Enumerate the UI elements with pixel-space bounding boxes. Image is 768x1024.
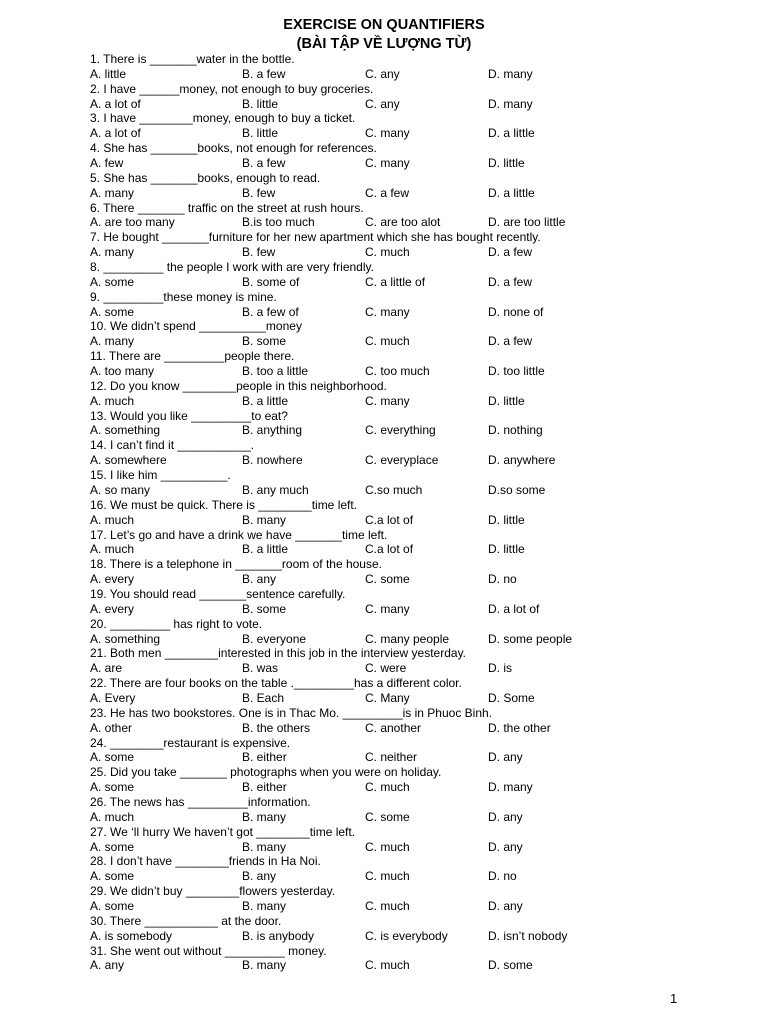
option-d: D. many xyxy=(488,780,533,795)
question-item xyxy=(90,438,760,468)
question-text: 8. _________ the people I work with are very friendly. xyxy=(90,260,374,275)
option-b: B. either xyxy=(242,750,287,765)
document-title: EXERCISE ON QUANTIFIERS xyxy=(283,17,485,33)
answer-options xyxy=(90,750,760,765)
question-item xyxy=(90,230,760,260)
option-c: C. any xyxy=(365,96,400,111)
answer-options xyxy=(90,67,760,82)
question-text: 23. He has two bookstores. One is in Thac Mo. _________is in Phuoc Binh. xyxy=(90,705,493,720)
answer-options xyxy=(90,423,760,438)
option-b: B. nowhere xyxy=(242,453,303,468)
option-c: C. many xyxy=(365,126,410,141)
option-b: B. some xyxy=(242,601,287,616)
question-text: 12. Do you know ________people in this neighborhood. xyxy=(90,378,387,393)
option-b: B. many xyxy=(242,958,287,973)
option-c: C. much xyxy=(365,958,410,973)
document-subtitle: (BÀI TẬP VỀ LƯỢNG TỪ) xyxy=(296,36,472,52)
option-a: A. something xyxy=(90,631,161,646)
option-a: A. much xyxy=(90,542,135,557)
answer-options xyxy=(90,275,760,290)
answer-options xyxy=(90,97,760,112)
question-item xyxy=(90,676,760,706)
option-c: C. much xyxy=(365,245,410,260)
option-b: B. many xyxy=(242,898,287,913)
question-item xyxy=(90,468,760,498)
option-c: C. many xyxy=(365,304,410,319)
question-item xyxy=(90,587,760,617)
question-item xyxy=(90,944,760,974)
answer-options xyxy=(90,691,760,706)
question-text: 30. There ___________ at the door. xyxy=(90,913,282,928)
option-c: C. many xyxy=(365,393,410,408)
option-b: B. few xyxy=(242,245,276,260)
option-a: A. some xyxy=(90,839,135,854)
question-text: 26. The news has _________information. xyxy=(90,794,311,809)
option-d: D. none of xyxy=(488,304,544,319)
option-b: B. any much xyxy=(242,482,309,497)
answer-options xyxy=(90,483,760,498)
option-b: B. a few xyxy=(242,156,286,171)
option-c: C. another xyxy=(365,720,422,735)
option-b: B. many xyxy=(242,512,287,527)
option-d: D. any xyxy=(488,898,523,913)
answer-options xyxy=(90,394,760,409)
option-c: C. were xyxy=(365,661,407,676)
option-d: D. any xyxy=(488,750,523,765)
answer-options xyxy=(90,899,760,914)
option-a: A. a lot of xyxy=(90,96,141,111)
option-c: C. some xyxy=(365,572,410,587)
answer-options xyxy=(90,958,760,973)
question-text: 6. There _______ traffic on the street at rush hours. xyxy=(90,200,364,215)
option-a: A. many xyxy=(90,334,135,349)
option-c: C.so much xyxy=(365,482,423,497)
option-a: A. some xyxy=(90,869,135,884)
question-text: 27. We ‘ll hurry We haven’t got ________time left. xyxy=(90,824,356,839)
option-a: A. are xyxy=(90,661,123,676)
question-item xyxy=(90,825,760,855)
option-d: D. a lot of xyxy=(488,601,540,616)
option-b: B. a few of xyxy=(242,304,299,319)
option-c: C. much xyxy=(365,898,410,913)
option-d: D. a few xyxy=(488,334,533,349)
answer-options xyxy=(90,869,760,884)
option-c: C.a lot of xyxy=(365,512,414,527)
question-text: 14. I can’t find it ___________. xyxy=(90,438,255,453)
question-text: 1. There is _______water in the bottle. xyxy=(90,52,295,66)
question-item xyxy=(90,260,760,290)
question-list xyxy=(90,52,760,973)
option-c: C. many xyxy=(365,156,410,171)
option-d: D. many xyxy=(488,66,533,81)
question-text: 10. We didn’t spend __________money xyxy=(90,319,302,334)
question-text: 4. She has _______books, not enough for references. xyxy=(90,141,377,156)
option-b: B. Each xyxy=(242,690,285,705)
question-text: 28. I don’t have ________friends in Ha Noi. xyxy=(90,854,321,869)
option-a: A. much xyxy=(90,809,135,824)
option-c: C. everything xyxy=(365,423,436,438)
answer-options xyxy=(90,126,760,141)
question-item xyxy=(90,201,760,231)
option-a: A. some xyxy=(90,780,135,795)
answer-options xyxy=(90,572,760,587)
option-a: A. many xyxy=(90,185,135,200)
option-c: C. many xyxy=(365,601,410,616)
answer-options xyxy=(90,602,760,617)
option-c: C. are too alot xyxy=(365,215,441,230)
option-d: D. is xyxy=(488,661,512,676)
answer-options xyxy=(90,632,760,647)
option-b: B. few xyxy=(242,185,276,200)
option-d: D. isn’t nobody xyxy=(488,928,568,943)
option-c: C. some xyxy=(365,809,410,824)
option-c: C. much xyxy=(365,839,410,854)
question-item xyxy=(90,319,760,349)
option-c: C. a few xyxy=(365,185,410,200)
question-item xyxy=(90,736,760,766)
option-c: C. too much xyxy=(365,364,430,379)
question-item xyxy=(90,914,760,944)
option-b: B. either xyxy=(242,780,287,795)
question-item xyxy=(90,795,760,825)
option-b: B.is too much xyxy=(242,215,315,230)
option-c: C. neither xyxy=(365,750,418,765)
answer-options xyxy=(90,364,760,379)
option-d: D. many xyxy=(488,96,533,111)
question-item xyxy=(90,111,760,141)
question-item xyxy=(90,379,760,409)
option-d: D. any xyxy=(488,839,523,854)
answer-options xyxy=(90,186,760,201)
question-text: 18. There is a telephone in _______room of the house. xyxy=(90,557,382,572)
option-b: B. many xyxy=(242,809,287,824)
question-text: 9. _________these money is mine. xyxy=(90,289,277,304)
option-a: A. other xyxy=(90,720,133,735)
question-text: 21. Both men ________interested in this job in the interview yesterday. xyxy=(90,646,467,661)
option-c: C. Many xyxy=(365,690,410,705)
option-a: A. some xyxy=(90,304,135,319)
question-item xyxy=(90,141,760,171)
option-d: D. too little xyxy=(488,364,545,379)
option-d: D. a little xyxy=(488,126,535,141)
option-a: A. much xyxy=(90,393,135,408)
option-b: B. many xyxy=(242,839,287,854)
option-a: A. every xyxy=(90,572,135,587)
question-item xyxy=(90,765,760,795)
answer-options xyxy=(90,721,760,736)
answer-options xyxy=(90,661,760,676)
option-c: C. is everybody xyxy=(365,928,448,943)
question-text: 15. I like him __________. xyxy=(90,468,231,483)
question-text: 16. We must be quick. There is ________time left. xyxy=(90,497,358,512)
option-a: A. every xyxy=(90,601,135,616)
answer-options xyxy=(90,513,760,528)
answer-options xyxy=(90,840,760,855)
question-item xyxy=(90,82,760,112)
question-item xyxy=(90,171,760,201)
answer-options xyxy=(90,453,760,468)
option-d: D. anywhere xyxy=(488,453,556,468)
option-a: A. much xyxy=(90,512,135,527)
option-b: B. a few xyxy=(242,66,286,81)
option-c: C. many people xyxy=(365,631,450,646)
option-d: D. Some xyxy=(488,690,535,705)
option-d: D.so some xyxy=(488,482,546,497)
option-b: B. some of xyxy=(242,274,300,289)
option-a: A. so many xyxy=(90,482,151,497)
option-a: A. any xyxy=(90,958,125,973)
answer-options xyxy=(90,334,760,349)
answer-options xyxy=(90,156,760,171)
option-a: A. too many xyxy=(90,364,155,379)
answer-options xyxy=(90,215,760,230)
option-a: A. little xyxy=(90,66,127,81)
option-d: D. no xyxy=(488,572,517,587)
option-d: D. nothing xyxy=(488,423,543,438)
question-item xyxy=(90,706,760,736)
option-b: B. is anybody xyxy=(242,928,315,943)
answer-options xyxy=(90,810,760,825)
question-text: 19. You should read _______sentence carefully. xyxy=(90,586,346,601)
question-text: 17. Let’s go and have a drink we have _______time left. xyxy=(90,527,388,542)
option-a: A. something xyxy=(90,423,161,438)
question-item xyxy=(90,52,760,82)
question-item xyxy=(90,498,760,528)
answer-options xyxy=(90,245,760,260)
option-d: D. no xyxy=(488,869,517,884)
question-text: 2. I have ______money, not enough to buy groceries. xyxy=(90,81,374,96)
option-a: A. somewhere xyxy=(90,453,167,468)
option-a: A. a lot of xyxy=(90,126,141,141)
option-a: A. many xyxy=(90,245,135,260)
question-text: 22. There are four books on the table ._________has a different color. xyxy=(90,676,462,691)
option-b: B. a little xyxy=(242,542,289,557)
option-d: D. a few xyxy=(488,245,533,260)
question-text: 3. I have ________money, enough to buy a ticket. xyxy=(90,111,356,126)
question-item xyxy=(90,290,760,320)
answer-options xyxy=(90,780,760,795)
option-d: D. little xyxy=(488,393,525,408)
option-a: A. some xyxy=(90,750,135,765)
option-b: B. the others xyxy=(242,720,311,735)
option-d: D. the other xyxy=(488,720,551,735)
question-text: 7. He bought _______furniture for her new apartment which she has bought recently. xyxy=(90,230,541,245)
option-b: B. little xyxy=(242,96,279,111)
option-d: D. some people xyxy=(488,631,573,646)
option-d: D. some xyxy=(488,958,533,973)
option-c: C. much xyxy=(365,334,410,349)
option-b: B. any xyxy=(242,572,277,587)
option-b: B. everyone xyxy=(242,631,307,646)
option-a: A. some xyxy=(90,898,135,913)
question-text: 24. ________restaurant is expensive. xyxy=(90,735,291,750)
question-text: 29. We didn’t buy ________flowers yesterday. xyxy=(90,884,336,899)
question-item xyxy=(90,349,760,379)
option-b: B. any xyxy=(242,869,277,884)
option-c: C. everyplace xyxy=(365,453,439,468)
page-number: 1 xyxy=(670,991,678,1006)
option-a: A. are too many xyxy=(90,215,175,230)
option-d: D. a little xyxy=(488,185,535,200)
question-item xyxy=(90,854,760,884)
question-item xyxy=(90,617,760,647)
option-d: D. little xyxy=(488,542,525,557)
question-text: 20. _________ has right to vote. xyxy=(90,616,263,631)
option-d: D. a few xyxy=(488,274,533,289)
question-item xyxy=(90,409,760,439)
answer-options xyxy=(90,305,760,320)
question-text: 11. There are _________people there. xyxy=(90,349,295,364)
option-a: A. Every xyxy=(90,690,136,705)
answer-options xyxy=(90,542,760,557)
option-b: B. some xyxy=(242,334,287,349)
question-text: 25. Did you take _______ photographs when you were on holiday. xyxy=(90,765,442,780)
option-a: A. some xyxy=(90,274,135,289)
question-item xyxy=(90,557,760,587)
option-a: A. is somebody xyxy=(90,928,173,943)
option-b: B. was xyxy=(242,661,279,676)
option-b: B. anything xyxy=(242,423,303,438)
option-c: C. much xyxy=(365,780,410,795)
option-b: B. too a little xyxy=(242,364,309,379)
question-item xyxy=(90,884,760,914)
option-c: C.a lot of xyxy=(365,542,414,557)
question-item xyxy=(90,646,760,676)
question-item xyxy=(90,528,760,558)
question-text: 13. Would you like _________to eat? xyxy=(90,408,288,423)
question-text: 31. She went out without _________ money. xyxy=(90,943,327,958)
question-text: 5. She has _______books, enough to read. xyxy=(90,170,321,185)
option-c: C. much xyxy=(365,869,410,884)
option-b: B. a little xyxy=(242,393,289,408)
option-d: D. little xyxy=(488,156,525,171)
answer-options xyxy=(90,929,760,944)
option-b: B. little xyxy=(242,126,279,141)
option-c: C. any xyxy=(365,66,400,81)
option-d: D. any xyxy=(488,809,523,824)
option-a: A. few xyxy=(90,156,124,171)
option-c: C. a little of xyxy=(365,274,426,289)
option-d: D. are too little xyxy=(488,215,566,230)
option-d: D. little xyxy=(488,512,525,527)
